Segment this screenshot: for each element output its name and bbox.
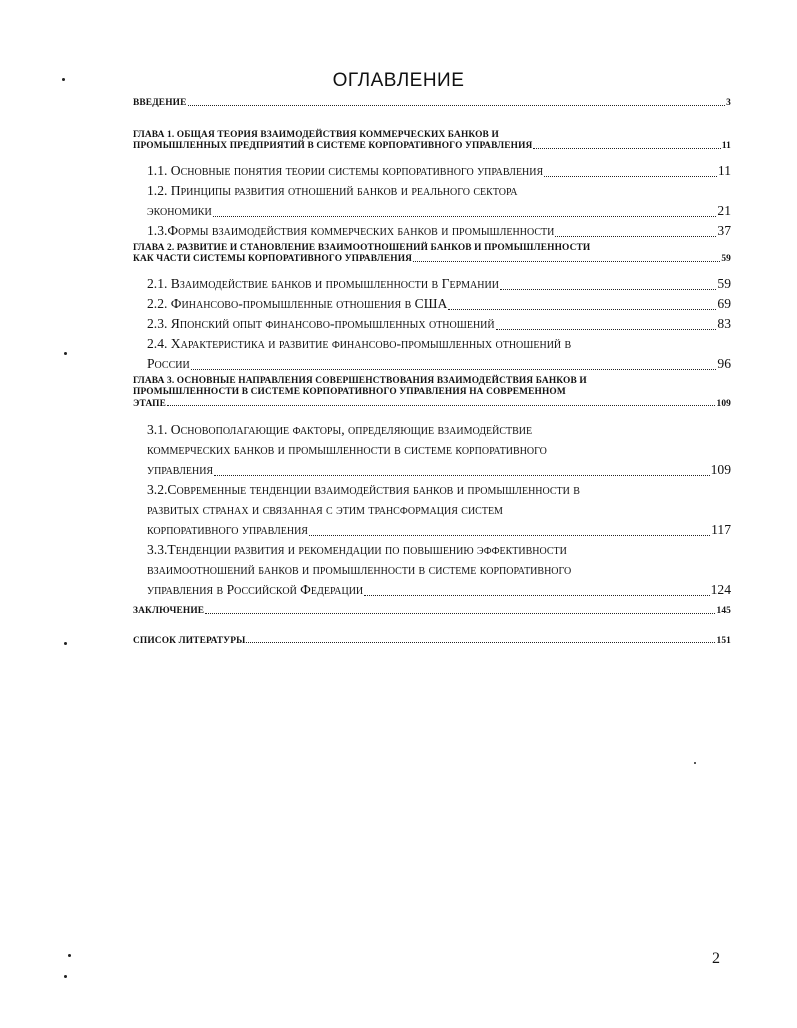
dot-leader [188,105,726,106]
toc-page-number: 145 [716,606,731,616]
toc-entry-intro[interactable] [133,98,731,110]
chapter-title-line: КАК ЧАСТИ СИСТЕМЫ КОРПОРАТИВНОГО УПРАВЛЕНИЯ [133,254,413,264]
toc-section-3-2[interactable] [133,480,731,540]
scan-speck [64,352,67,355]
section-title-line: 3.2.Современные тенденции взаимодействия банков и промышленности в [147,482,580,497]
section-title-line: 1.3.Формы взаимодействия коммерческих банков и промышленности [147,222,555,238]
toc-section-3-3[interactable] [133,540,731,600]
dot-leader [205,613,715,614]
page-number: 2 [712,950,720,967]
toc-chapter-2[interactable] [133,243,731,266]
toc-page-number: 21 [717,202,731,218]
toc-page-number: 151 [716,635,731,646]
table-of-contents [133,98,731,647]
scan-speck [694,762,696,764]
toc-page-number: 109 [716,398,731,409]
toc-page-number: 11 [717,162,731,178]
section-title-line: 2.4. Характеристика и развитие финансово-промышленных отношений в [147,335,572,351]
dot-leader [214,475,710,476]
section-title-line: развитых странах и связанная с этим трансформация систем [147,502,503,517]
dot-leader [533,148,720,149]
toc-entry-label: ЗАКЛЮЧЕНИЕ [133,606,205,616]
scan-speck [62,78,65,81]
section-title-line: 1.2. Принципы развития отношений банков и реального сектора [147,182,518,198]
scan-speck [64,642,67,645]
toc-section-2-3[interactable] [133,314,731,334]
dot-leader [496,329,717,330]
toc-section-2-1[interactable] [133,274,731,294]
section-title-line: корпоративного управления [147,522,308,537]
dot-leader [413,261,720,262]
section-title-line: 3.3.Тенденции развития и рекомендации по повышению эффективности [147,542,567,557]
chapter-title-line: ПРОМЫШЛЕННЫХ ПРЕДПРИЯТИЙ В СИСТЕМЕ КОРПОРАТИВНОГО УПРАВЛЕНИЯ [133,141,533,151]
toc-page-number: 3 [726,98,731,108]
chapter-title-line: ЭТАПЕ [133,398,166,409]
dot-leader [555,236,716,237]
toc-entry-label: ВВЕДЕНИЕ [133,98,187,108]
toc-section-3-1[interactable] [133,420,731,480]
section-title-line: управления в Российской Федерации [147,582,364,597]
toc-page-number: 37 [717,222,731,238]
toc-page-number: 109 [710,462,731,477]
scan-speck [64,975,67,978]
section-title-line: экономики [147,202,212,218]
section-title-line: 2.2. Финансово-промышленные отношения в США [147,295,448,311]
toc-entry-conclusion[interactable] [133,606,731,618]
toc-page-number: 124 [710,582,731,597]
page-title: ОГЛАВЛЕНИЕ [332,70,465,91]
dot-leader [500,289,716,290]
dot-leader [364,595,709,596]
toc-page-number: 11 [721,141,731,151]
section-title-line: управления [147,462,214,477]
dot-leader [191,369,717,370]
toc-page-number: 59 [717,275,731,291]
toc-page-number: 69 [717,295,731,311]
chapter-title-line: ГЛАВА 2. РАЗВИТИЕ И СТАНОВЛЕНИЕ ВЗАИМООТНОШЕНИЙ БАНКОВ И ПРОМЫШЛЕННОСТИ [133,242,591,253]
chapter-title-line: ПРОМЫШЛЕННОСТИ В СИСТЕМЕ КОРПОРАТИВНОГО УПРАВЛЕНИЯ НА СОВРЕМЕННОМ [133,387,566,397]
toc-page-number: 96 [717,355,731,371]
section-title-line: 2.3. Японский опыт финансово-промышленных отношений [147,315,495,331]
chapter-title-line: ГЛАВА 1. ОБЩАЯ ТЕОРИЯ ВЗАИМОДЕЙСТВИЯ КОММЕРЧЕСКИХ БАНКОВ И [133,129,499,140]
toc-section-1-2[interactable] [133,181,731,221]
dot-leader [309,535,710,536]
toc-section-1-1[interactable] [133,161,731,181]
dot-leader [544,176,717,177]
toc-page-number: 83 [717,315,731,331]
scan-speck [68,954,71,957]
toc-section-2-2[interactable] [133,294,731,314]
dot-leader [448,309,716,310]
toc-section-2-4[interactable] [133,334,731,374]
toc-entry-label: СПИСОК ЛИТЕРАТУРЫ [133,635,246,646]
chapter-title-line: ГЛАВА 3. ОСНОВНЫЕ НАПРАВЛЕНИЯ СОВЕРШЕНСТВОВАНИЯ ВЗАИМОДЕЙСТВИЯ БАНКОВ И [133,375,587,386]
toc-entry-bibliography[interactable] [133,636,731,648]
section-title-line: взаимоотношений банков и промышленности в системе корпоративного [147,562,572,577]
toc-chapter-3[interactable] [133,376,731,411]
dot-leader [167,405,716,406]
section-title-line: 2.1. Взаимодействие банков и промышленности в Германии [147,275,499,291]
dot-leader [213,216,717,217]
section-title-line: коммерческих банков и промышленности в системе корпоративного [147,442,547,457]
section-title-line: 3.1. Основополагающие факторы, определяющие взаимодействие [147,422,533,437]
toc-chapter-1[interactable] [133,130,731,153]
toc-section-1-3[interactable] [133,221,731,241]
toc-page-number: 59 [721,254,731,264]
dot-leader [246,642,715,643]
section-title-line: 1.1. Основные понятия теории системы корпоративного управления [147,162,544,178]
toc-page-number: 117 [711,522,731,537]
section-title-line: России [147,355,190,371]
